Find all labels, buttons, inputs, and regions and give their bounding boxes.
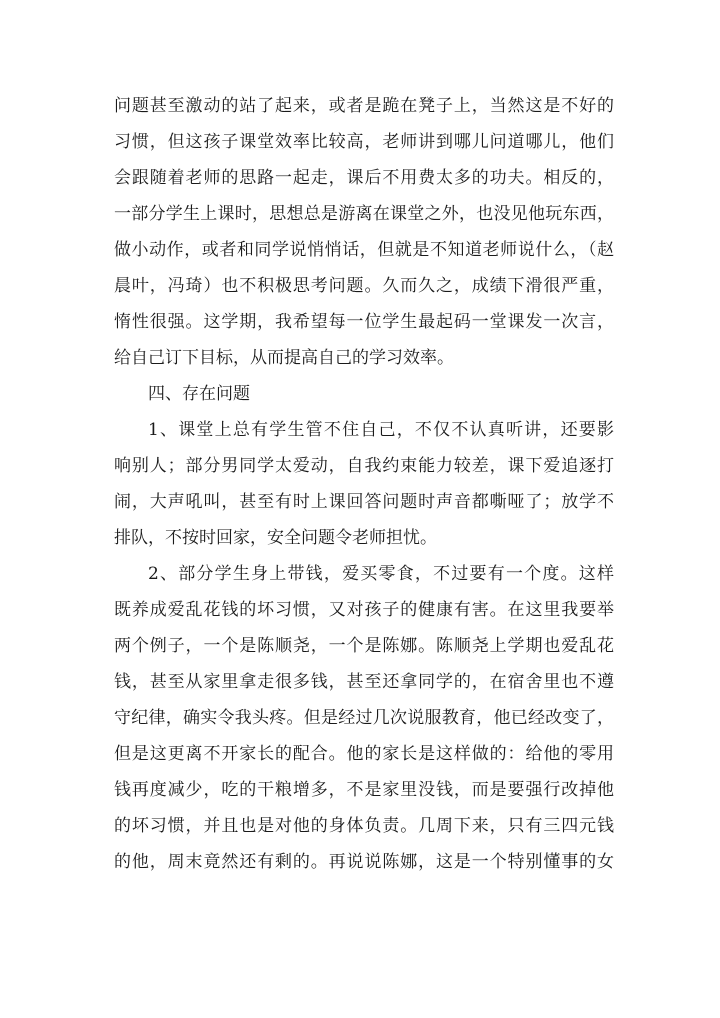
text-line: 钱再度减少，吃的干粮增多，不是家里没钱，而是要强行改掉他 xyxy=(114,780,614,800)
text-line: 一部分学生上课时，思想总是游离在课堂之外，也没见他玩东西， xyxy=(114,204,614,224)
text-line: 会跟随着老师的思路一起走，课后不用费太多的功夫。相反的， xyxy=(114,168,614,188)
text-line: 晨叶，冯琦）也不积极思考问题。久而久之，成绩下滑很严重， xyxy=(114,276,614,296)
text-line: 钱，甚至从家里拿走很多钱，甚至还拿同学的，在宿舍里也不遵 xyxy=(114,672,614,692)
text-line: 既养成爱乱花钱的坏习惯，又对孩子的健康有害。在这里我要举 xyxy=(114,600,614,620)
text-line: 的他，周末竟然还有剩的。再说说陈娜，这是一个特别懂事的女 xyxy=(114,852,614,872)
text-line: 给自己订下目标，从而提高自己的学习效率。 xyxy=(114,348,454,368)
text-line: 守纪律，确实令我头疼。但是经过几次说服教育，他已经改变了， xyxy=(114,708,614,728)
text-line: 响别人；部分男同学太爱动，自我约束能力较差，课下爱追逐打 xyxy=(114,456,614,476)
text-line: 2、部分学生身上带钱，爱买零食，不过要有一个度。这样 xyxy=(148,564,614,584)
text-line: 排队，不按时回家，安全问题令老师担忧。 xyxy=(114,528,437,548)
text-line: 习惯，但这孩子课堂效率比较高，老师讲到哪儿问道哪儿，他们 xyxy=(114,132,614,152)
body-text xyxy=(114,88,614,880)
section-heading: 四、存在问题 xyxy=(148,384,250,404)
text-line: 的坏习惯，并且也是对他的身体负责。几周下来，只有三四元钱 xyxy=(114,816,614,836)
text-line: 两个例子，一个是陈顺尧，一个是陈娜。陈顺尧上学期也爱乱花 xyxy=(114,636,614,656)
text-line: 惰性很强。这学期，我希望每一位学生最起码一堂课发一次言， xyxy=(114,312,614,332)
text-line: 但是这更离不开家长的配合。他的家长是这样做的：给他的零用 xyxy=(114,744,614,764)
text-line: 做小动作，或者和同学说悄悄话，但就是不知道老师说什么，（赵 xyxy=(114,240,614,260)
text-line: 问题甚至激动的站了起来，或者是跪在凳子上，当然这是不好的 xyxy=(114,96,614,116)
text-line: 1、课堂上总有学生管不住自己，不仅不认真听讲，还要影 xyxy=(148,420,614,440)
text-line: 闹，大声吼叫，甚至有时上课回答问题时声音都嘶哑了；放学不 xyxy=(114,492,614,512)
